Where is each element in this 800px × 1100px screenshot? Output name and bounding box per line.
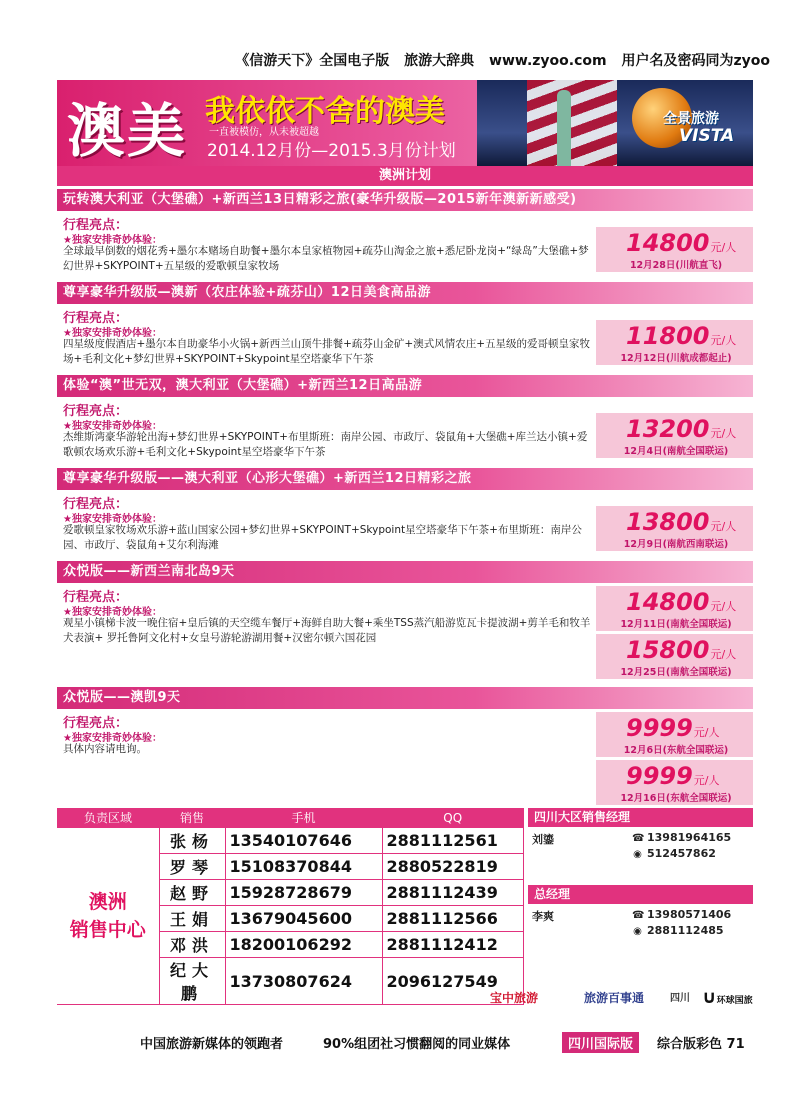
sales-qq[interactable]: 2881112561 [382, 828, 524, 854]
price-unit: 元/人 [710, 241, 737, 254]
banner-slogan: 我依依不舍的澳美 [205, 94, 445, 129]
route-body [57, 397, 753, 465]
baozhong-logo: 宝中旅游 [490, 991, 539, 1005]
price-tag[interactable] [596, 712, 753, 757]
route-title[interactable]: 玩转澳大利亚（大堡礁）+新西兰13日精彩之旅(豪华升级版—2015新年澳新新感受) [57, 189, 753, 211]
sales-qq[interactable]: 2881112566 [382, 906, 524, 932]
sales-mobile[interactable]: 13730807624 [225, 958, 382, 1005]
route-block [57, 468, 753, 558]
header-item-url[interactable]: www.zyoo.com [489, 53, 607, 69]
sales-row [57, 828, 524, 854]
price-number: 13800 [626, 508, 710, 536]
manager-title-general: 总经理 [528, 885, 753, 904]
route-description: 杰维斯湾豪华游轮出海+梦幻世界+SKYPOINT+布里斯班：南岸公园、市政厅、袋鼠角+大堡礁+库兰达小镇+爱歌顿农场欢乐游+毛利文化+Skypoint星空塔豪华下午茶 [63, 431, 588, 458]
qq-icon: ◉ [633, 849, 642, 860]
price-amount [626, 762, 720, 790]
price-amount [626, 322, 736, 350]
price-tag[interactable] [596, 634, 753, 679]
sales-name: 张杨 [159, 828, 225, 854]
departure-date: 12月9日(南航西南联运) [623, 539, 729, 550]
price-number: 14800 [626, 229, 710, 257]
departure-date: 12月4日(南航全国联运) [623, 446, 729, 457]
sales-mobile[interactable]: 13540107646 [225, 828, 382, 854]
route-block [57, 282, 753, 372]
price-number: 15800 [626, 636, 710, 664]
sales-mobile[interactable]: 13679045600 [225, 906, 382, 932]
footer-slogan-2: 90%组团社习惯翻阅的同业媒体 [323, 1037, 511, 1052]
price-tag[interactable] [596, 586, 753, 631]
manager-phone: ☎ 13981964165 [632, 831, 732, 844]
sales-name: 邓洪 [159, 932, 225, 958]
manager-general [528, 904, 753, 962]
exclusive-label: ★独家安排奇妙体验： [63, 733, 162, 744]
price-amount [626, 229, 736, 257]
route-body [57, 583, 753, 684]
managers-panel [528, 808, 753, 962]
route-body [57, 211, 753, 279]
footer-slogan-1: 中国旅游新媒体的领跑者 [140, 1037, 284, 1052]
price-tag[interactable] [596, 506, 753, 551]
header-item-dictionary: 旅游大辞典 [404, 53, 475, 69]
footer-page-label: 综合版彩色 71 [657, 1037, 745, 1052]
price-tag[interactable] [596, 413, 753, 458]
huanqiu-logo: ∪环球国旅 [702, 987, 753, 1008]
sales-mobile[interactable]: 15928728679 [225, 880, 382, 906]
departure-date: 12月12日(川航成都起止) [620, 353, 732, 364]
banner-sub-slogan: 一直被模仿，从未被超越 [209, 127, 319, 138]
flag-graphic [527, 80, 617, 168]
route-block [57, 189, 753, 279]
price-amount [626, 714, 720, 742]
statue-of-liberty-graphic [557, 90, 571, 168]
price-tag[interactable] [596, 320, 753, 365]
price-tag[interactable] [596, 227, 753, 272]
price-unit: 元/人 [710, 648, 737, 661]
sales-name: 赵野 [159, 880, 225, 906]
manager-name: 刘鎏 [532, 833, 554, 846]
manager-qq: ◉ 512457862 [633, 847, 716, 860]
price-unit: 元/人 [710, 520, 737, 533]
banner [57, 80, 753, 168]
route-description: 四星级度假酒店+墨尔本自助豪华小火锅+新西兰山顶牛排餐+疏芬山金矿+澳式风情农庄+五星级的爱哥顿皇家牧场+毛利文化+梦幻世界+SKYPOINT+Skypoint星空塔豪华下午茶 [63, 338, 590, 365]
sales-mobile[interactable]: 18200106292 [225, 932, 382, 958]
vista-logo-cn: 全景旅游 [663, 111, 719, 127]
exclusive-label: ★独家安排奇妙体验： [63, 328, 162, 339]
exclusive-label: ★独家安排奇妙体验： [63, 607, 162, 618]
price-unit: 元/人 [710, 600, 737, 613]
price-unit: 元/人 [710, 334, 737, 347]
sales-qq[interactable]: 2881112412 [382, 932, 524, 958]
highlight-label: 行程亮点： [63, 716, 129, 731]
highlight-label: 行程亮点： [63, 311, 129, 326]
route-title[interactable]: 体验“澳”世无双，澳大利亚（大堡礁）+新西兰12日高品游 [57, 375, 753, 397]
footer [140, 1033, 760, 1053]
sales-mobile[interactable]: 15108370844 [225, 854, 382, 880]
manager-name: 李爽 [532, 910, 554, 923]
route-description: 全球最早倒数的烟花秀+墨尔本赌场自助餐+墨尔本皇家植物园+疏芬山淘金之旅+悉尼卧龙岗+“绿岛”大堡礁+梦幻世界+SKYPOINT+五星级的爱歌顿皇家牧场 [63, 245, 589, 272]
highlight-label: 行程亮点： [63, 218, 129, 233]
manager-phone: ☎ 13980571406 [632, 908, 732, 921]
departure-date: 12月28日(川航直飞) [629, 260, 723, 271]
route-body [57, 490, 753, 558]
route-block [57, 561, 753, 684]
exclusive-label: ★独家安排奇妙体验： [63, 235, 162, 246]
price-unit: 元/人 [710, 427, 737, 440]
header-line [0, 50, 770, 70]
sales-name: 王娟 [159, 906, 225, 932]
sales-table [57, 808, 524, 1005]
partner-logos [490, 987, 755, 1011]
departure-date: 12月16日(东航全国联运) [620, 793, 732, 804]
header-item-magazine: 《信游天下》全国电子版 [235, 53, 390, 69]
price-number: 14800 [626, 588, 710, 616]
manager-qq: ◉ 2881112485 [633, 924, 724, 937]
phone-icon: ☎ [632, 910, 645, 921]
sales-qq[interactable]: 2881112439 [382, 880, 524, 906]
sales-qq[interactable]: 2880522819 [382, 854, 524, 880]
phone-icon: ☎ [632, 833, 645, 844]
price-amount [626, 588, 736, 616]
route-title[interactable]: 尊享豪华升级版——澳大利亚（心形大堡礁）+新西兰12日精彩之旅 [57, 468, 753, 490]
exclusive-label: ★独家安排奇妙体验： [63, 514, 162, 525]
section-title: 澳洲计划 [57, 166, 753, 186]
highlight-label: 行程亮点： [63, 404, 129, 419]
sales-area: 澳洲 销售中心 [57, 828, 159, 1005]
price-number: 9999 [626, 762, 693, 790]
sales-header-area: 负责区域 [57, 808, 159, 828]
route-description: 爱歌顿皇家牧场欢乐游+蓝山国家公园+梦幻世界+SKYPOINT+Skypoint星空塔豪华下午茶+布里斯班：南岸公园、市政厅、袋鼠角+艾尔利海滩 [63, 524, 582, 551]
exclusive-label: ★独家安排奇妙体验： [63, 421, 162, 432]
route-description: 观星小镇梯卡波一晚住宿+皇后镇的天空缆车餐厅+海鲜自助大餐+乘坐TSS蒸汽船游览瓦卡提波湖+剪羊毛和牧羊犬表演+ 罗托鲁阿文化村+女皇号游轮游湖用餐+汉密尔顿六国花园 [63, 617, 591, 644]
route-title[interactable]: 尊享豪华升级版—澳新（农庄体验+疏芬山）12日美食高品游 [57, 282, 753, 304]
manager-regional [528, 827, 753, 885]
route-description: 具体内容请电询。 [63, 743, 147, 755]
highlight-label: 行程亮点： [63, 497, 129, 512]
price-amount [626, 415, 736, 443]
departure-date: 12月6日(东航全国联运) [623, 745, 729, 756]
banner-plan: 2014.12月份—2015.3月份计划 [207, 141, 456, 161]
banner-big-title: 澳美 [67, 97, 188, 165]
departure-date: 12月11日(南航全国联运) [620, 619, 732, 630]
sales-name: 纪大鹏 [159, 958, 225, 1005]
route-block [57, 375, 753, 465]
departure-date: 12月25日(南航全国联运) [620, 667, 732, 678]
lvyou-baishitong-logo: 旅游百事通 [584, 991, 645, 1005]
sichuan-logo: 四川 [670, 993, 690, 1004]
price-tag[interactable] [596, 760, 753, 805]
header-item-login-hint: 用户名及密码同为zyoo [621, 53, 770, 69]
price-number: 11800 [626, 322, 710, 350]
price-amount [626, 508, 736, 536]
price-unit: 元/人 [693, 774, 720, 787]
route-block [57, 687, 753, 809]
footer-edition-badge: 四川国际版 [562, 1032, 639, 1053]
route-title[interactable]: 众悦版——新西兰南北岛9天 [57, 561, 753, 583]
vista-logo-en: VISTA [679, 126, 735, 146]
manager-title-regional: 四川大区销售经理 [528, 808, 753, 827]
route-body [57, 304, 753, 372]
sales-name: 罗琴 [159, 854, 225, 880]
sales-qq[interactable]: 2096127549 [382, 958, 524, 1005]
price-number: 13200 [626, 415, 710, 443]
sales-header-qq: QQ [382, 808, 524, 828]
qq-icon: ◉ [633, 926, 642, 937]
route-title[interactable]: 众悦版——澳凯9天 [57, 687, 753, 709]
price-amount [626, 636, 736, 664]
route-body [57, 709, 753, 809]
sales-header-name: 销售 [159, 808, 225, 828]
highlight-label: 行程亮点： [63, 590, 129, 605]
price-number: 9999 [626, 714, 693, 742]
sales-header-mobile: 手机 [225, 808, 382, 828]
price-unit: 元/人 [693, 726, 720, 739]
